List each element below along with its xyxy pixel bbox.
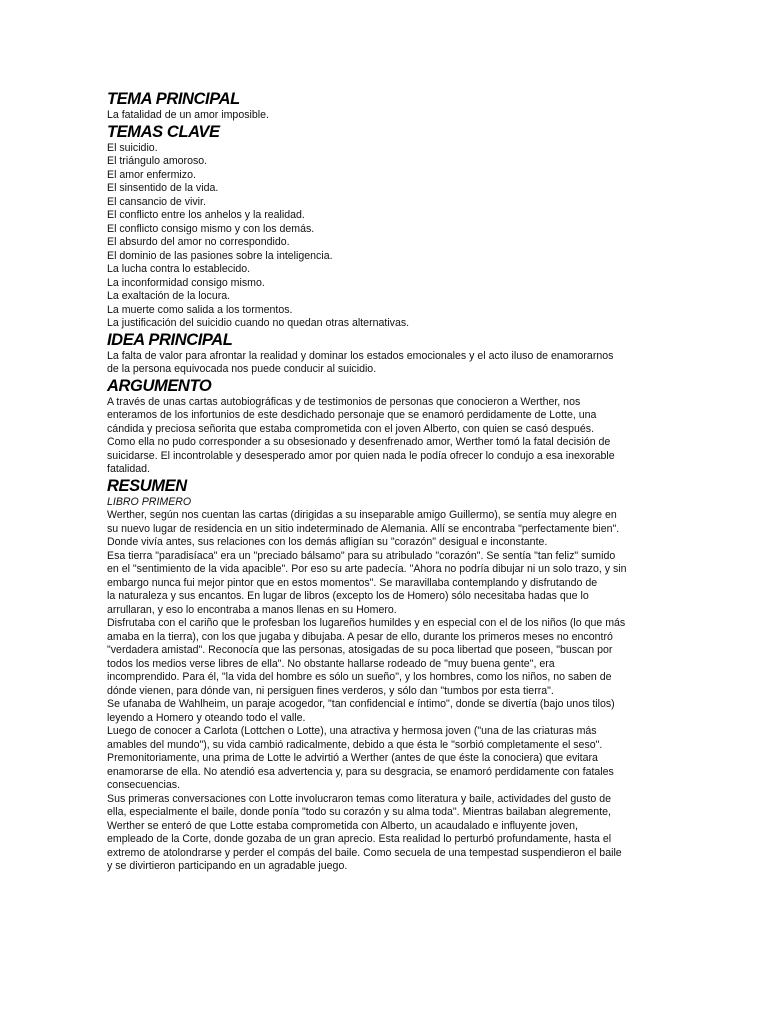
resumen-subtitle: LIBRO PRIMERO — [107, 495, 192, 508]
temas-clave-item: La inconformidad consigo mismo. — [107, 276, 265, 289]
resumen-line: dónde vienen, para dónde van, ni persiguen fines verderos, y sólo dan "tumbos por esta tierra". — [107, 684, 554, 697]
temas-clave-item: El triángulo amoroso. — [107, 155, 208, 167]
resumen-line: leyendo a Homero y oteando todo el valle. — [107, 711, 306, 724]
temas-clave-list — [107, 142, 697, 331]
resumen-line: arrullaran, y eso lo encontraba a manos llenas en su Homero. — [107, 603, 397, 616]
argumento-line: A través de unas cartas autobiográficas y de testimonios de personas que conocieron a Werther, nos — [107, 395, 581, 408]
heading-resumen: RESUMEN — [107, 476, 187, 495]
resumen-line: su nuevo lugar de residencia en un sitio indeterminado de Alemania. Allí se encontraba "perfectamente bien". — [107, 522, 620, 535]
temas-clave-item: El dominio de las pasiones sobre la inteligencia. — [107, 249, 333, 262]
temas-clave-item: El amor enfermizo. — [107, 168, 196, 181]
temas-clave-item: El suicidio. — [107, 141, 158, 154]
resumen-line: amaba en la tierra), con los que jugaba y dibujaba. A pesar de ello, durante los primeros meses no encontró — [107, 630, 613, 643]
argumento-line: cándida y preciosa señorita que estaba comprometida con el joven Alberto, con quien se casó después. — [107, 422, 595, 435]
idea-principal-line: La falta de valor para afrontar la realidad y dominar los estados emocionales y el acto iluso de enamorarnos — [107, 349, 614, 362]
resumen-line: consecuencias. — [107, 779, 181, 791]
temas-clave-item: El cansancio de vivir. — [107, 195, 206, 208]
temas-clave-item: La justificación del suicidio cuando no quedan otras alternativas. — [107, 317, 410, 329]
tema-principal-body — [107, 109, 697, 123]
argumento-line: suicidarse. El incontrolable y desesperado amor por quien nada le podía ofrecer lo condujo a esa inexorable — [107, 449, 615, 462]
temas-clave-item: La exaltación de la locura. — [107, 290, 231, 302]
resumen-line: Sus primeras conversaciones con Lotte involucraron temas como literatura y baile, actividades del gusto de — [107, 792, 612, 805]
argumento-body — [107, 396, 697, 477]
temas-clave-item: El conflicto entre los anhelos y la realidad. — [107, 209, 305, 221]
resumen-line: enamorarse de ella. No atendió esa advertencia y, para su desgracia, se enamoró perdidamente con fatales — [107, 765, 614, 778]
resumen-line: y se divirtieron participando en un agradable juego. — [107, 860, 348, 872]
resumen-line: Disfrutaba con el cariño que le profesban los lugareños humildes y en especial con el de los niños (lo que más — [107, 617, 626, 629]
temas-clave-item: El absurdo del amor no correspondido. — [107, 236, 290, 248]
heading-temas-clave: TEMAS CLAVE — [107, 122, 220, 141]
idea-principal-body — [107, 350, 697, 377]
idea-principal-line: de la persona equivocada nos puede conducir al suicidio. — [107, 363, 377, 375]
resumen-line: empleado de la Corte, donde gozaba de un gran aprecio. Esta realidad lo perturbó profundamente, hasta el — [107, 833, 612, 845]
heading-tema-principal: TEMA PRINCIPAL — [107, 90, 240, 108]
resumen-line: embargo nunca fui mejor pintor que en estos momentos". Se maravillaba contemplando y disfrutando de — [107, 576, 598, 589]
temas-clave-item: El sinsentido de la vida. — [107, 182, 219, 194]
resumen-line: Donde vivía antes, sus relaciones con los demás afligían su "corazón" desigual e inconstante. — [107, 536, 548, 548]
resumen-line: en el "sentimiento de la vida apacible". Por eso su arte padecía. "Ahora no podría dibujar ni un solo trazo, y sin — [107, 563, 627, 575]
resumen-line: todos los medios verse libres de ella". No obstante hallarse rodeado de "muy buena gente", era — [107, 657, 555, 670]
resumen-line: la naturaleza y sus encantos. En lugar de libros (excepto los de Homero) sólo necesitaba hadas que lo — [107, 590, 589, 602]
resumen-line: Premonitoriamente, una prima de Lotte le advirtió a Werther (antes de que éste la conociera) que evitara — [107, 752, 598, 764]
resumen-line: amables del mundo"), su vida cambió radicalmente, debido a que ésta le "sorbió completamente el seso". — [107, 738, 603, 751]
argumento-line: enteramos de los infortunios de este desdichado personaje que se enamoró perdidamente de Lotte, una — [107, 409, 597, 421]
temas-clave-item: La lucha contra lo establecido. — [107, 263, 251, 275]
resumen-line: ella, especialmente el baile, donde ponía "todo su corazón y su alma toda". Mientras bailaban alegremente, — [107, 806, 611, 818]
document-page — [107, 90, 697, 874]
resumen-line: incomprendido. Para él, "la vida del hombre es sólo un sueño", y los hombres, como los niños, no saben de — [107, 671, 612, 683]
resumen-line: "verdadera amistad". Reconocía que las personas, atosigadas de su poca libertad que poseen, "buscan por — [107, 644, 613, 656]
resumen-line: Werther se enteró de que Lotte estaba comprometida con Alberto, un acaudalado e influyente joven, — [107, 819, 578, 832]
resumen-line: Esa tierra "paradisíaca" era un "preciado bálsamo" para su atribulado "corazón". Se sentía "tan feliz" sumido — [107, 549, 616, 562]
temas-clave-item: La muerte como salida a los tormentos. — [107, 303, 293, 316]
resumen-line: extremo de atolondrarse y perder el compás del baile. Como secuela de una tempestad suspendieron el baile — [107, 846, 622, 859]
resumen-line: Luego de conocer a Carlota (Lottchen o Lotte), una atractiva y hermosa joven ("una de las criaturas más — [107, 725, 597, 737]
heading-idea-principal: IDEA PRINCIPAL — [107, 330, 233, 349]
heading-argumento: ARGUMENTO — [107, 376, 212, 395]
argumento-line: fatalidad. — [107, 463, 150, 475]
resumen-line: Se ufanaba de Wahlheim, un paraje acogedor, "tan confidencial e íntimo", donde se divertía (bajo unos tilos) — [107, 698, 615, 710]
tema-principal-line: La fatalidad de un amor imposible. — [107, 109, 269, 121]
temas-clave-item: El conflicto consigo mismo y con los demás. — [107, 222, 315, 235]
argumento-line: Como ella no pudo corresponder a su obsesionado y desenfrenado amor, Werther tomó la fatal decisión de — [107, 436, 611, 448]
resumen-body — [107, 509, 697, 874]
resumen-line: Werther, según nos cuentan las cartas (dirigidas a su inseparable amigo Guillermo), se sentía muy alegre en — [107, 509, 617, 521]
